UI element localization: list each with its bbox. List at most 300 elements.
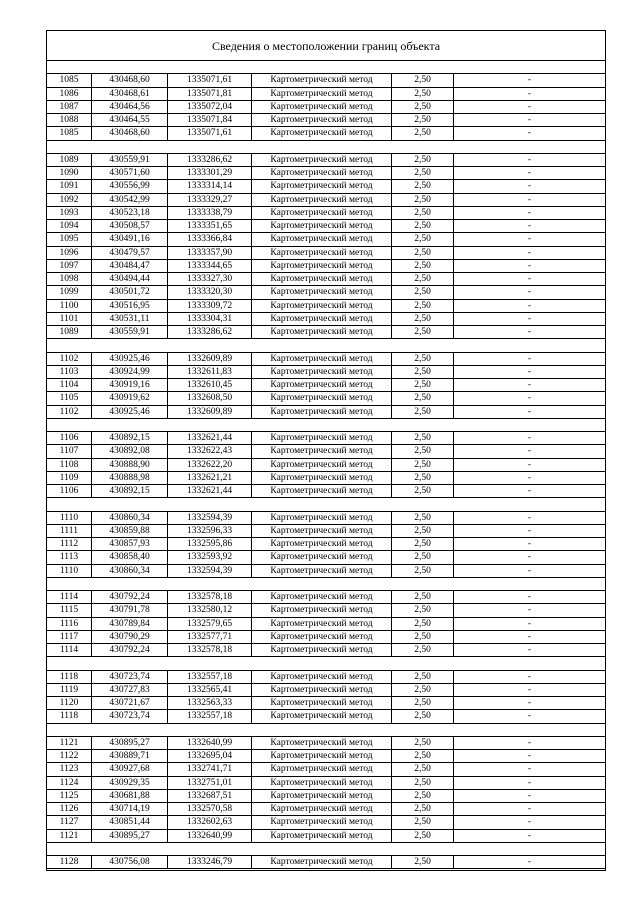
accuracy-cell: 2,50 (392, 167, 454, 179)
table-row (47, 538, 605, 551)
point-number-cell: 1091 (47, 180, 92, 192)
x-coordinate-cell: 430919,16 (92, 379, 168, 391)
point-number-cell: 1110 (47, 512, 92, 524)
table-row (47, 644, 605, 657)
accuracy-cell: 2,50 (392, 512, 454, 524)
method-cell: Картометрический метод (252, 485, 392, 497)
table-row (47, 353, 605, 366)
y-coordinate-cell: 1332563,33 (168, 697, 252, 709)
accuracy-cell: 2,50 (392, 790, 454, 802)
table-row (47, 830, 605, 843)
y-coordinate-cell: 1332594,39 (168, 512, 252, 524)
description-cell: - (527, 857, 532, 867)
accuracy-cell: 2,50 (392, 684, 454, 696)
method-cell: Картометрический метод (252, 127, 392, 139)
table-row (47, 366, 605, 379)
y-coordinate-cell: 1332608,50 (168, 392, 252, 404)
description-cell: - (527, 804, 532, 814)
accuracy-cell: 2,50 (392, 525, 454, 537)
method-cell: Картометрический метод (252, 326, 392, 338)
y-coordinate-cell: 1333286,62 (168, 326, 252, 338)
point-number-cell: 1121 (47, 830, 92, 842)
table-row (47, 485, 605, 498)
point-number-cell: 1089 (47, 154, 92, 166)
accuracy-cell: 2,50 (392, 777, 454, 789)
accuracy-cell: 2,50 (392, 565, 454, 577)
y-coordinate-cell: 1332557,18 (168, 710, 252, 722)
point-number-cell: 1119 (47, 684, 92, 696)
method-cell: Картометрический метод (252, 366, 392, 378)
table-body (47, 61, 605, 869)
y-coordinate-cell: 1332687,51 (168, 790, 252, 802)
method-cell: Картометрический метод (252, 459, 392, 471)
x-coordinate-cell: 430464,56 (92, 101, 168, 113)
accuracy-cell: 2,50 (392, 180, 454, 192)
point-number-cell: 1094 (47, 220, 92, 232)
description-cell: - (527, 764, 532, 775)
accuracy-cell: 2,50 (392, 379, 454, 391)
accuracy-cell: 2,50 (392, 803, 454, 815)
point-number-cell: 1096 (47, 247, 92, 259)
method-cell: Картометрический метод (252, 551, 392, 563)
point-number-cell: 1110 (47, 565, 92, 577)
group-separator (47, 843, 605, 856)
y-coordinate-cell: 1332621,44 (168, 432, 252, 444)
description-cell: - (527, 287, 532, 298)
x-coordinate-cell: 430727,83 (92, 684, 168, 696)
point-number-cell: 1098 (47, 273, 92, 285)
y-coordinate-cell: 1333301,29 (168, 167, 252, 179)
method-cell: Картометрический метод (252, 220, 392, 232)
y-coordinate-cell: 1332578,18 (168, 591, 252, 603)
point-number-cell: 1127 (47, 816, 92, 828)
x-coordinate-cell: 430888,98 (92, 472, 168, 484)
table-row (47, 737, 605, 750)
table-row (47, 710, 605, 723)
table-row (47, 180, 605, 193)
table-row (47, 803, 605, 816)
table-row (47, 618, 605, 631)
y-coordinate-cell: 1332741,71 (168, 763, 252, 775)
accuracy-cell: 2,50 (392, 220, 454, 232)
x-coordinate-cell: 430501,72 (92, 286, 168, 298)
description-cell: - (527, 817, 532, 828)
description-cell: - (527, 472, 532, 483)
method-cell: Картометрический метод (252, 74, 392, 86)
y-coordinate-cell: 1333351,65 (168, 220, 252, 232)
description-cell: - (527, 671, 532, 682)
point-number-cell: 1113 (47, 551, 92, 563)
y-coordinate-cell: 1335072,04 (168, 101, 252, 113)
point-number-cell: 1086 (47, 88, 92, 100)
accuracy-cell: 2,50 (392, 392, 454, 404)
description-cell: - (527, 366, 532, 377)
method-cell: Картометрический метод (252, 777, 392, 789)
x-coordinate-cell: 430851,44 (92, 816, 168, 828)
point-number-cell: 1128 (47, 856, 92, 868)
accuracy-cell: 2,50 (392, 313, 454, 325)
point-number-cell: 1111 (47, 525, 92, 537)
table-row (47, 631, 605, 644)
table-row (47, 194, 605, 207)
point-number-cell: 1087 (47, 101, 92, 113)
table-row (47, 816, 605, 829)
table-row (47, 512, 605, 525)
accuracy-cell: 2,50 (392, 127, 454, 139)
x-coordinate-cell: 430523,18 (92, 207, 168, 219)
accuracy-cell: 2,50 (392, 618, 454, 630)
point-number-cell: 1123 (47, 763, 92, 775)
method-cell: Картометрический метод (252, 803, 392, 815)
x-coordinate-cell: 430792,24 (92, 644, 168, 656)
x-coordinate-cell: 430464,55 (92, 114, 168, 126)
x-coordinate-cell: 430791,78 (92, 604, 168, 616)
table-row (47, 101, 605, 114)
method-cell: Картометрический метод (252, 644, 392, 656)
description-cell: - (527, 88, 532, 99)
table-row (47, 260, 605, 273)
method-cell: Картометрический метод (252, 763, 392, 775)
y-coordinate-cell: 1332621,44 (168, 485, 252, 497)
accuracy-cell: 2,50 (392, 194, 454, 206)
accuracy-cell: 2,50 (392, 459, 454, 471)
method-cell: Картометрический метод (252, 300, 392, 312)
x-coordinate-cell: 430859,88 (92, 525, 168, 537)
x-coordinate-cell: 430929,35 (92, 777, 168, 789)
description-cell: - (527, 459, 532, 470)
method-cell: Картометрический метод (252, 286, 392, 298)
x-coordinate-cell: 430860,34 (92, 565, 168, 577)
method-cell: Картометрический метод (252, 737, 392, 749)
accuracy-cell: 2,50 (392, 406, 454, 418)
accuracy-cell: 2,50 (392, 207, 454, 219)
point-number-cell: 1101 (47, 313, 92, 325)
description-cell: - (527, 300, 532, 311)
point-number-cell: 1117 (47, 631, 92, 643)
x-coordinate-cell: 430559,91 (92, 326, 168, 338)
table-row (47, 565, 605, 578)
y-coordinate-cell: 1335071,81 (168, 88, 252, 100)
y-coordinate-cell: 1333286,62 (168, 154, 252, 166)
accuracy-cell: 2,50 (392, 326, 454, 338)
y-coordinate-cell: 1332594,39 (168, 565, 252, 577)
y-coordinate-cell: 1332611,83 (168, 366, 252, 378)
x-coordinate-cell: 430531,11 (92, 313, 168, 325)
point-number-cell: 1106 (47, 485, 92, 497)
group-separator (47, 657, 605, 670)
point-number-cell: 1121 (47, 737, 92, 749)
table-row (47, 697, 605, 710)
description-cell: - (527, 380, 532, 390)
y-coordinate-cell: 1333246,79 (168, 856, 252, 868)
accuracy-cell: 2,50 (392, 750, 454, 762)
description-cell: - (527, 353, 532, 364)
x-coordinate-cell: 430723,74 (92, 671, 168, 683)
y-coordinate-cell: 1333314,14 (168, 180, 252, 192)
method-cell: Картометрический метод (252, 379, 392, 391)
method-cell: Картометрический метод (252, 88, 392, 100)
table-row (47, 432, 605, 445)
point-number-cell: 1124 (47, 777, 92, 789)
point-number-cell: 1100 (47, 300, 92, 312)
x-coordinate-cell: 430792,24 (92, 591, 168, 603)
description-cell: - (527, 181, 532, 192)
accuracy-cell: 2,50 (392, 74, 454, 86)
group-separator (47, 339, 605, 352)
table-row (47, 551, 605, 564)
table-row (47, 286, 605, 299)
table-row (47, 472, 605, 485)
table-row (47, 406, 605, 419)
description-cell: - (527, 247, 532, 258)
description-cell: - (527, 234, 532, 245)
description-cell: - (527, 446, 532, 457)
accuracy-cell: 2,50 (392, 445, 454, 457)
table-row (47, 233, 605, 246)
method-cell: Картометрический метод (252, 750, 392, 762)
y-coordinate-cell: 1332695,04 (168, 750, 252, 762)
table-row (47, 167, 605, 180)
x-coordinate-cell: 430721,67 (92, 697, 168, 709)
accuracy-cell: 2,50 (392, 737, 454, 749)
table-row (47, 247, 605, 260)
y-coordinate-cell: 1333344,65 (168, 260, 252, 272)
method-cell: Картометрический метод (252, 697, 392, 709)
y-coordinate-cell: 1333304,31 (168, 313, 252, 325)
method-cell: Картометрический метод (252, 565, 392, 577)
method-cell: Картометрический метод (252, 684, 392, 696)
x-coordinate-cell: 430892,15 (92, 485, 168, 497)
x-coordinate-cell: 430714,19 (92, 803, 168, 815)
point-number-cell: 1090 (47, 167, 92, 179)
point-number-cell: 1115 (47, 604, 92, 616)
description-cell: - (527, 115, 532, 125)
point-number-cell: 1095 (47, 233, 92, 245)
description-cell: - (527, 698, 532, 708)
method-cell: Картометрический метод (252, 114, 392, 126)
description-cell: - (527, 393, 532, 404)
method-cell: Картометрический метод (252, 273, 392, 285)
description-cell: - (527, 605, 532, 616)
method-cell: Картометрический метод (252, 790, 392, 802)
table-row (47, 777, 605, 790)
description-cell: - (527, 790, 532, 801)
accuracy-cell: 2,50 (392, 472, 454, 484)
point-number-cell: 1105 (47, 392, 92, 404)
method-cell: Картометрический метод (252, 472, 392, 484)
y-coordinate-cell: 1332622,20 (168, 459, 252, 471)
description-cell: - (527, 433, 532, 443)
description-cell: - (527, 565, 532, 576)
description-cell: - (527, 75, 532, 86)
x-coordinate-cell: 430895,27 (92, 737, 168, 749)
description-cell: - (527, 101, 532, 112)
y-coordinate-cell: 1333327,30 (168, 273, 252, 285)
x-coordinate-cell: 430681,88 (92, 790, 168, 802)
description-cell: - (527, 645, 532, 655)
description-cell: - (527, 618, 532, 629)
y-coordinate-cell: 1332577,71 (168, 631, 252, 643)
description-cell: - (527, 592, 532, 602)
accuracy-cell: 2,50 (392, 366, 454, 378)
table-row (47, 127, 605, 140)
point-number-cell: 1114 (47, 644, 92, 656)
x-coordinate-cell: 430571,60 (92, 167, 168, 179)
x-coordinate-cell: 430895,27 (92, 830, 168, 842)
description-cell: - (527, 128, 532, 139)
method-cell: Картометрический метод (252, 167, 392, 179)
x-coordinate-cell: 430858,40 (92, 551, 168, 563)
point-number-cell: 1108 (47, 459, 92, 471)
description-cell: - (527, 207, 532, 218)
y-coordinate-cell: 1332622,43 (168, 445, 252, 457)
x-coordinate-cell: 430508,57 (92, 220, 168, 232)
y-coordinate-cell: 1332570,58 (168, 803, 252, 815)
accuracy-cell: 2,50 (392, 485, 454, 497)
table-row (47, 525, 605, 538)
y-coordinate-cell: 1333338,79 (168, 207, 252, 219)
accuracy-cell: 2,50 (392, 671, 454, 683)
point-number-cell: 1122 (47, 750, 92, 762)
y-coordinate-cell: 1332578,18 (168, 644, 252, 656)
point-number-cell: 1118 (47, 671, 92, 683)
method-cell: Картометрический метод (252, 445, 392, 457)
x-coordinate-cell: 430919,62 (92, 392, 168, 404)
point-number-cell: 1102 (47, 406, 92, 418)
y-coordinate-cell: 1333309,72 (168, 300, 252, 312)
method-cell: Картометрический метод (252, 604, 392, 616)
description-cell: - (527, 154, 532, 165)
method-cell: Картометрический метод (252, 816, 392, 828)
accuracy-cell: 2,50 (392, 604, 454, 616)
x-coordinate-cell: 430888,90 (92, 459, 168, 471)
x-coordinate-cell: 430924,99 (92, 366, 168, 378)
description-cell: - (527, 737, 532, 748)
point-number-cell: 1114 (47, 591, 92, 603)
method-cell: Картометрический метод (252, 591, 392, 603)
method-cell: Картометрический метод (252, 538, 392, 550)
method-cell: Картометрический метод (252, 392, 392, 404)
x-coordinate-cell: 430559,91 (92, 154, 168, 166)
accuracy-cell: 2,50 (392, 551, 454, 563)
y-coordinate-cell: 1332609,89 (168, 406, 252, 418)
description-cell: - (527, 684, 532, 695)
table-row (47, 273, 605, 286)
table-row (47, 604, 605, 617)
accuracy-cell: 2,50 (392, 101, 454, 113)
accuracy-cell: 2,50 (392, 353, 454, 365)
point-number-cell: 1102 (47, 353, 92, 365)
method-cell: Картометрический метод (252, 180, 392, 192)
x-coordinate-cell: 430723,74 (92, 710, 168, 722)
y-coordinate-cell: 1333329,27 (168, 194, 252, 206)
point-number-cell: 1112 (47, 538, 92, 550)
table-row (47, 856, 605, 869)
table-row (47, 684, 605, 697)
x-coordinate-cell: 430468,61 (92, 88, 168, 100)
description-cell: - (527, 631, 532, 642)
y-coordinate-cell: 1333366,84 (168, 233, 252, 245)
point-number-cell: 1104 (47, 379, 92, 391)
description-cell: - (527, 751, 532, 761)
y-coordinate-cell: 1332640,99 (168, 737, 252, 749)
x-coordinate-cell: 430484,47 (92, 260, 168, 272)
description-cell: - (527, 194, 532, 205)
point-number-cell: 1118 (47, 710, 92, 722)
method-cell: Картометрический метод (252, 856, 392, 868)
x-coordinate-cell: 430789,84 (92, 618, 168, 630)
accuracy-cell: 2,50 (392, 710, 454, 722)
x-coordinate-cell: 430860,34 (92, 512, 168, 524)
y-coordinate-cell: 1332596,33 (168, 525, 252, 537)
y-coordinate-cell: 1332565,41 (168, 684, 252, 696)
y-coordinate-cell: 1333320,30 (168, 286, 252, 298)
y-coordinate-cell: 1335071,61 (168, 74, 252, 86)
point-number-cell: 1109 (47, 472, 92, 484)
x-coordinate-cell: 430491,16 (92, 233, 168, 245)
table-row (47, 313, 605, 326)
x-coordinate-cell: 430556,99 (92, 180, 168, 192)
description-cell: - (527, 406, 532, 417)
point-number-cell: 1120 (47, 697, 92, 709)
table-row (47, 326, 605, 339)
point-number-cell: 1089 (47, 326, 92, 338)
method-cell: Картометрический метод (252, 406, 392, 418)
accuracy-cell: 2,50 (392, 273, 454, 285)
method-cell: Картометрический метод (252, 432, 392, 444)
method-cell: Картометрический метод (252, 154, 392, 166)
accuracy-cell: 2,50 (392, 763, 454, 775)
x-coordinate-cell: 430925,46 (92, 353, 168, 365)
y-coordinate-cell: 1332595,86 (168, 538, 252, 550)
method-cell: Картометрический метод (252, 710, 392, 722)
method-cell: Картометрический метод (252, 353, 392, 365)
accuracy-cell: 2,50 (392, 631, 454, 643)
table-row (47, 154, 605, 167)
description-cell: - (527, 830, 532, 841)
y-coordinate-cell: 1332751,01 (168, 777, 252, 789)
group-separator (47, 141, 605, 154)
method-cell: Картометрический метод (252, 313, 392, 325)
y-coordinate-cell: 1332621,21 (168, 472, 252, 484)
table-row (47, 220, 605, 233)
table-row (47, 671, 605, 684)
method-cell: Картометрический метод (252, 830, 392, 842)
table-row (47, 300, 605, 313)
table-row (47, 459, 605, 472)
x-coordinate-cell: 430790,29 (92, 631, 168, 643)
method-cell: Картометрический метод (252, 525, 392, 537)
method-cell: Картометрический метод (252, 618, 392, 630)
table-row (47, 74, 605, 87)
point-number-cell: 1097 (47, 260, 92, 272)
point-number-cell: 1107 (47, 445, 92, 457)
description-cell: - (527, 512, 532, 523)
y-coordinate-cell: 1332609,89 (168, 353, 252, 365)
table-row (47, 750, 605, 763)
x-coordinate-cell: 430468,60 (92, 127, 168, 139)
y-coordinate-cell: 1332640,99 (168, 830, 252, 842)
accuracy-cell: 2,50 (392, 286, 454, 298)
description-cell: - (527, 525, 532, 536)
accuracy-cell: 2,50 (392, 247, 454, 259)
x-coordinate-cell: 430756,08 (92, 856, 168, 868)
accuracy-cell: 2,50 (392, 233, 454, 245)
group-separator (47, 419, 605, 432)
table-row (47, 591, 605, 604)
method-cell: Картометрический метод (252, 101, 392, 113)
point-number-cell: 1099 (47, 286, 92, 298)
